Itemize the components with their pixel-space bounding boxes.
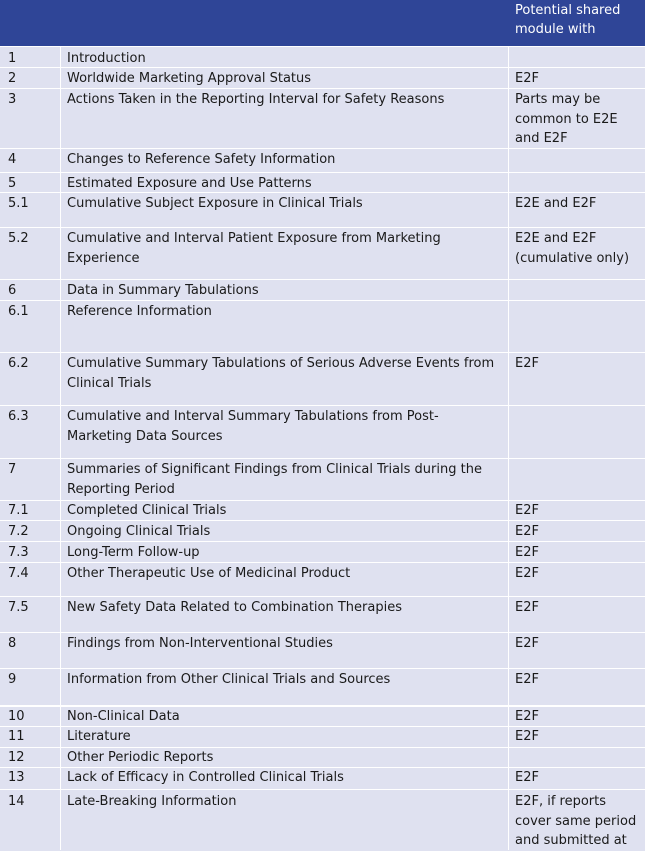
section-number: 4 — [8, 152, 17, 167]
shared-module: E2F — [515, 636, 539, 651]
section-title: Non-Clinical Data — [67, 709, 180, 724]
section-title: Long-Term Follow-up — [67, 545, 200, 560]
section-title: Findings from Non-Interventional Studies — [67, 636, 333, 651]
section-number: 7.4 — [8, 566, 29, 581]
section-number: 6.1 — [8, 304, 29, 319]
table-row — [0, 541, 645, 562]
section-number: 13 — [8, 770, 25, 785]
table-row — [0, 668, 645, 705]
table-row — [0, 632, 645, 668]
shared-module: E2F — [515, 503, 539, 518]
section-title: Actions Taken in the Reporting Interval for Safety Reasons — [67, 92, 445, 107]
section-number: 6 — [8, 283, 17, 298]
table-row — [0, 192, 645, 227]
shared-module: E2F — [515, 545, 539, 560]
section-number: 7 — [8, 462, 17, 477]
shared-module: E2F — [515, 524, 539, 539]
section-number: 2 — [8, 71, 17, 86]
column-divider — [508, 46, 509, 850]
section-number: 5.1 — [8, 196, 29, 211]
section-title: New Safety Data Related to Combination Therapies — [67, 600, 402, 615]
section-number: 7.2 — [8, 524, 29, 539]
section-title: Cumulative Subject Exposure in Clinical Trials — [67, 196, 363, 211]
table-header — [0, 0, 645, 46]
shared-module: E2F — [515, 600, 539, 615]
table-row — [0, 747, 645, 767]
table-row — [0, 500, 645, 520]
section-title: Cumulative Summary Tabulations of Serious Adverse Events from Clinical Trials — [67, 356, 495, 391]
shared-module: E2F — [515, 356, 539, 371]
table-row — [0, 172, 645, 192]
section-title: Lack of Efficacy in Controlled Clinical Trials — [67, 770, 344, 785]
shared-module: E2F — [515, 566, 539, 581]
section-title: Cumulative and Interval Patient Exposure from Marketing Experience — [67, 231, 441, 266]
shared-module: E2E and E2F (cumulative only) — [515, 231, 630, 266]
section-number: 7.1 — [8, 503, 29, 518]
section-title: Completed Clinical Trials — [67, 503, 227, 518]
section-title: Reference Information — [67, 304, 212, 319]
section-number: 14 — [8, 794, 25, 809]
section-title: Information from Other Clinical Trials and Sources — [67, 672, 391, 687]
section-number: 5 — [8, 176, 17, 191]
section-number: 10 — [8, 709, 25, 724]
section-title: Data in Summary Tabulations — [67, 283, 259, 298]
shared-module: E2F — [515, 672, 539, 687]
shared-module: E2F — [515, 709, 539, 724]
section-title: Cumulative and Interval Summary Tabulations from Post-Marketing Data Sources — [67, 409, 439, 444]
table-row — [0, 726, 645, 747]
table-row — [0, 520, 645, 541]
column-divider — [60, 46, 61, 850]
table-row — [0, 789, 645, 850]
shared-module: E2F, if reports cover same period and submitted at — [515, 794, 637, 848]
section-title: Introduction — [67, 51, 146, 66]
header-shared-module: Potential shared module with — [515, 3, 621, 37]
shared-module: E2E and E2F — [515, 196, 597, 211]
table-row — [0, 148, 645, 172]
table-row — [0, 227, 645, 279]
table-row — [0, 562, 645, 596]
section-title: Worldwide Marketing Approval Status — [67, 71, 312, 86]
section-number: 7.3 — [8, 545, 29, 560]
shared-module: E2F — [515, 71, 539, 86]
section-title: Other Therapeutic Use of Medicinal Product — [67, 566, 351, 581]
section-title: Estimated Exposure and Use Patterns — [67, 176, 312, 191]
table-row — [0, 279, 645, 300]
section-title: Other Periodic Reports — [67, 750, 214, 765]
table-row — [0, 458, 645, 500]
section-number: 1 — [8, 51, 17, 66]
table-row — [0, 46, 645, 67]
shared-module: E2F — [515, 770, 539, 785]
table-row — [0, 67, 645, 88]
section-title: Late-Breaking Information — [67, 794, 237, 809]
section-number: 5.2 — [8, 231, 29, 246]
section-number: 6.3 — [8, 409, 29, 424]
section-title: Literature — [67, 729, 131, 744]
table-row — [0, 767, 645, 789]
shared-module: E2F — [515, 729, 539, 744]
shared-module: Parts may be common to E2E and E2F — [515, 92, 618, 146]
section-number: 6.2 — [8, 356, 29, 371]
section-number: 7.5 — [8, 600, 29, 615]
section-number: 9 — [8, 672, 17, 687]
section-number: 11 — [8, 729, 25, 744]
table-row — [0, 405, 645, 458]
section-title: Summaries of Significant Findings from Clinical Trials during the Reporting Period — [67, 462, 482, 497]
section-title: Ongoing Clinical Trials — [67, 524, 211, 539]
section-number: 3 — [8, 92, 17, 107]
table-row — [0, 596, 645, 632]
section-title: Changes to Reference Safety Information — [67, 152, 336, 167]
section-number: 8 — [8, 636, 17, 651]
section-number: 12 — [8, 750, 25, 765]
table-row — [0, 88, 645, 148]
table-row — [0, 705, 645, 726]
table-row — [0, 352, 645, 405]
table-row — [0, 300, 645, 352]
